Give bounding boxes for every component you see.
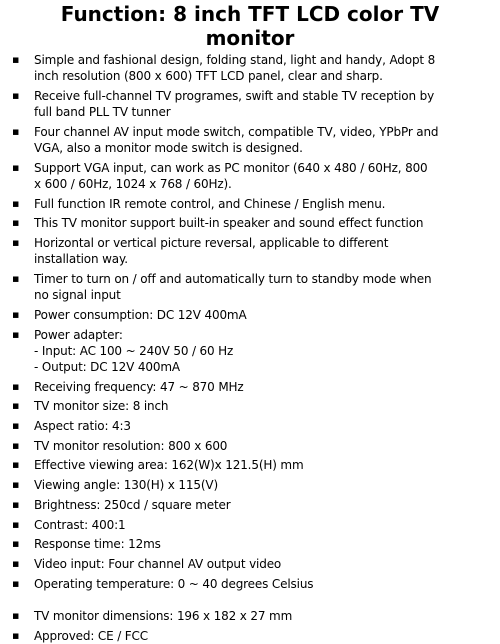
item-line: ▪ Timer to turn on / off and automatically turn to standby mode when: [34, 271, 432, 286]
item-line: ▪ Full function IR remote control, and Chinese / English menu.: [34, 196, 386, 211]
item-line: ▪ TV monitor dimensions: 196 x 182 x 27 mm: [34, 608, 293, 623]
list-item: [12, 196, 498, 212]
list-item: [12, 536, 498, 552]
list-item: [12, 327, 498, 376]
list-item: [12, 215, 498, 231]
item-line: ▪ Receive full-channel TV programes, swift and stable TV reception by: [34, 88, 435, 103]
item-line: ▪ TV monitor size: 8 inch: [34, 399, 169, 414]
list-item: [12, 457, 498, 473]
item-line: ▪ Viewing angle: 130(H) x 115(V): [34, 478, 218, 493]
item-line: ▪ Operating temperature: 0 ~ 40 degrees Celsius: [34, 576, 314, 591]
list-item: [12, 517, 498, 533]
item-line: ▪ This TV monitor support built-in speaker and sound effect function: [34, 216, 424, 231]
item-line: VGA, also a monitor mode switch is designed.: [34, 141, 303, 156]
item-line: full band PLL TV tunner: [34, 105, 171, 120]
item-line: ▪ Video input: Four channel AV output video: [34, 556, 282, 571]
item-line: ▪ Receiving frequency: 47 ~ 870 MHz: [34, 379, 244, 394]
item-line: ▪ TV monitor resolution: 800 x 600: [34, 438, 228, 453]
item-line: no signal input: [34, 288, 121, 303]
list-item: [12, 477, 498, 493]
list-item: [12, 160, 498, 192]
title-line-1: Function: 8 inch TFT LCD color TV: [60, 2, 440, 26]
item-line: ▪ Approved: CE / FCC: [34, 628, 149, 643]
item-line: - Output: DC 12V 400mA: [34, 359, 180, 374]
list-item: [12, 418, 498, 434]
item-line: - Input: AC 100 ~ 240V 50 / 60 Hz: [34, 343, 234, 358]
feature-list: [12, 52, 498, 644]
item-line: ▪ Response time: 12ms: [34, 537, 161, 552]
list-item: [12, 576, 498, 592]
list-item: [12, 88, 498, 120]
item-line: ▪ Horizontal or vertical picture reversal, applicable to different: [34, 236, 389, 251]
page-title: [0, 2, 500, 50]
list-item: [12, 235, 498, 267]
item-line: ▪ Effective viewing area: 162(W)x 121.5(H) mm: [34, 458, 304, 473]
list-item: [12, 124, 498, 156]
list-item: [12, 628, 498, 644]
item-line: ▪ Four channel AV input mode switch, compatible TV, video, YPbPr and: [34, 124, 439, 139]
item-line: x 600 / 60Hz, 1024 x 768 / 60Hz).: [34, 176, 232, 191]
item-line: installation way.: [34, 252, 128, 267]
item-line: ▪ Support VGA input, can work as PC monitor (640 x 480 / 60Hz, 800: [34, 160, 428, 175]
item-line: ▪ Brightness: 250cd / square meter: [34, 497, 231, 512]
item-line: ▪ Aspect ratio: 4:3: [34, 419, 131, 434]
item-line: inch resolution (800 x 600) TFT LCD panel, clear and sharp.: [34, 69, 383, 84]
list-item: [12, 398, 498, 414]
list-item: [12, 379, 498, 395]
list-item: [12, 438, 498, 454]
item-line: ▪ Power consumption: DC 12V 400mA: [34, 307, 247, 322]
item-line: ▪ Contrast: 400:1: [34, 517, 126, 532]
list-item: [12, 497, 498, 513]
item-line: ▪ Power adapter:: [34, 327, 123, 342]
list-item: [12, 556, 498, 572]
list-item: [12, 271, 498, 303]
list-item: [12, 307, 498, 323]
list-item: [12, 52, 498, 84]
item-line: ▪ Simple and fashional design, folding stand, light and handy, Adopt 8: [34, 53, 436, 67]
title-line-2: monitor: [205, 26, 295, 50]
list-item: [12, 608, 498, 624]
